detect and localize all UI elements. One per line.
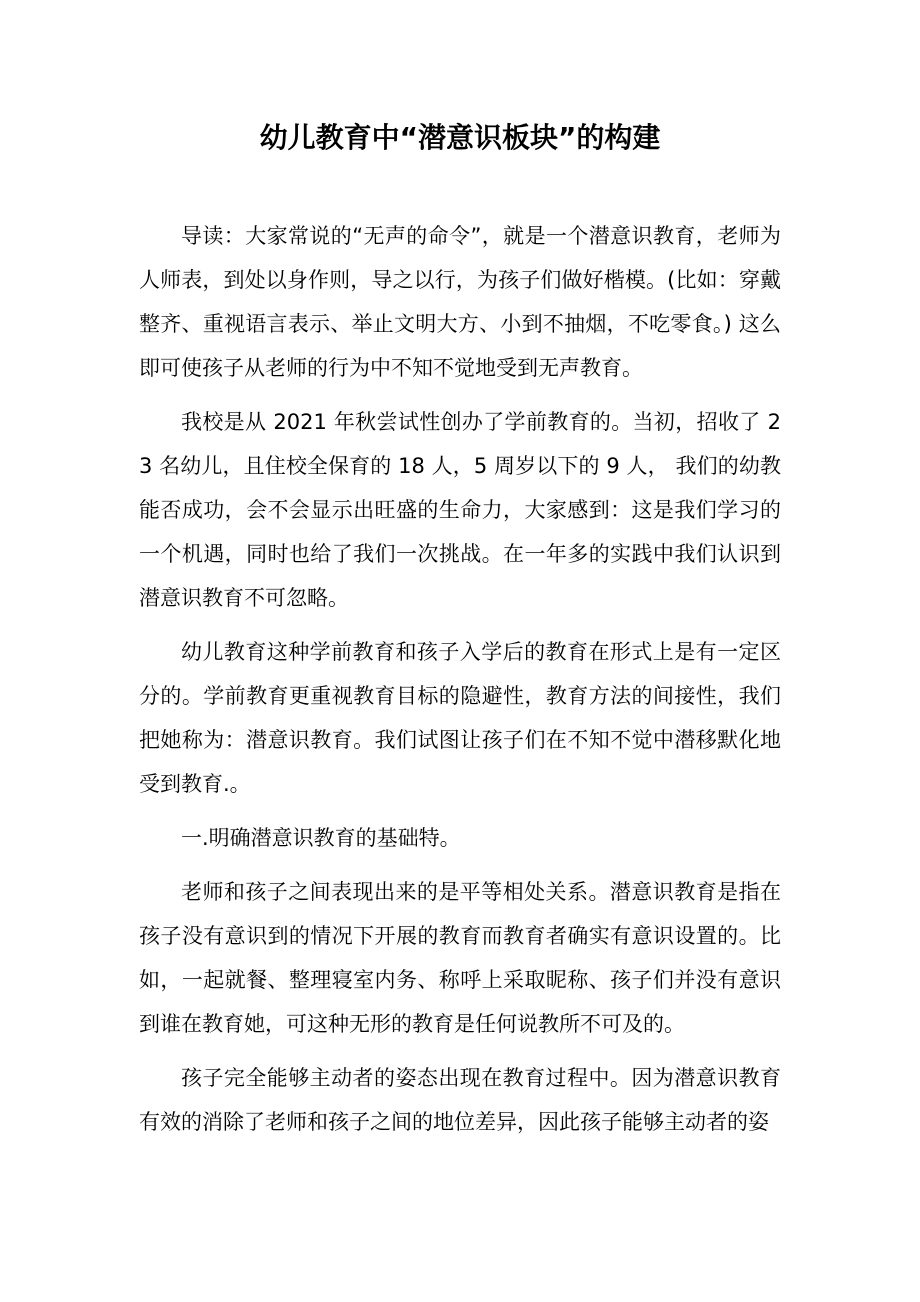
paragraph-school-history: 我校是从 2021 年秋尝试性创办了学前教育的。当初，招收了 23 名幼儿，且住校全保育的 18 人，5 周岁以下的 9 人， 我们的幼教能否成功，会不会显示出旺盛的生命力，大家感到：这是我们学习的一个机遇，同时也给了我们一次挑战。在一年多的实践中我们认识到潜意识教育不可忽略。	[139, 410, 781, 610]
document-title: 幼儿教育中“潜意识板块”的构建	[259, 121, 661, 154]
paragraph-active-role: 孩子完全能够主动者的姿态出现在教育过程中。因为潜意识教育有效的消除了老师和孩子之间的地位差异，因此孩子能够主动者的姿	[139, 1066, 781, 1134]
paragraph-intro: 导读：大家常说的“无声的命令”，就是一个潜意识教育，老师为人师表，到处以身作则，导之以行，为孩子们做好楷模。(比如：穿戴整齐、重视语言表示、举止文明大方、小到不抽烟，不吃零食。) 这么即可使孩子从老师的行为中不知不觉地受到无声教育。	[139, 224, 781, 380]
paragraph-equal-relationship: 老师和孩子之间表现出来的是平等相处关系。潜意识教育是指在孩子没有意识到的情况下开展的教育而教育者确实有意识设置的。比如，一起就餐、整理寝室内务、称呼上采取昵称、孩子们并没有意识到谁在教育她，可这种无形的教育是任何说教所不可及的。	[139, 880, 781, 1036]
paragraph-preschool-education: 幼儿教育这种学前教育和孩子入学后的教育在形式上是有一定区分的。学前教育更重视教育目标的隐避性，教育方法的间接性，我们把她称为：潜意识教育。我们试图让孩子们在不知不觉中潜移默化地受到教育.。	[139, 640, 781, 796]
section-heading-1: 一.明确潜意识教育的基础特。	[181, 826, 461, 850]
document-body	[139, 214, 781, 1154]
